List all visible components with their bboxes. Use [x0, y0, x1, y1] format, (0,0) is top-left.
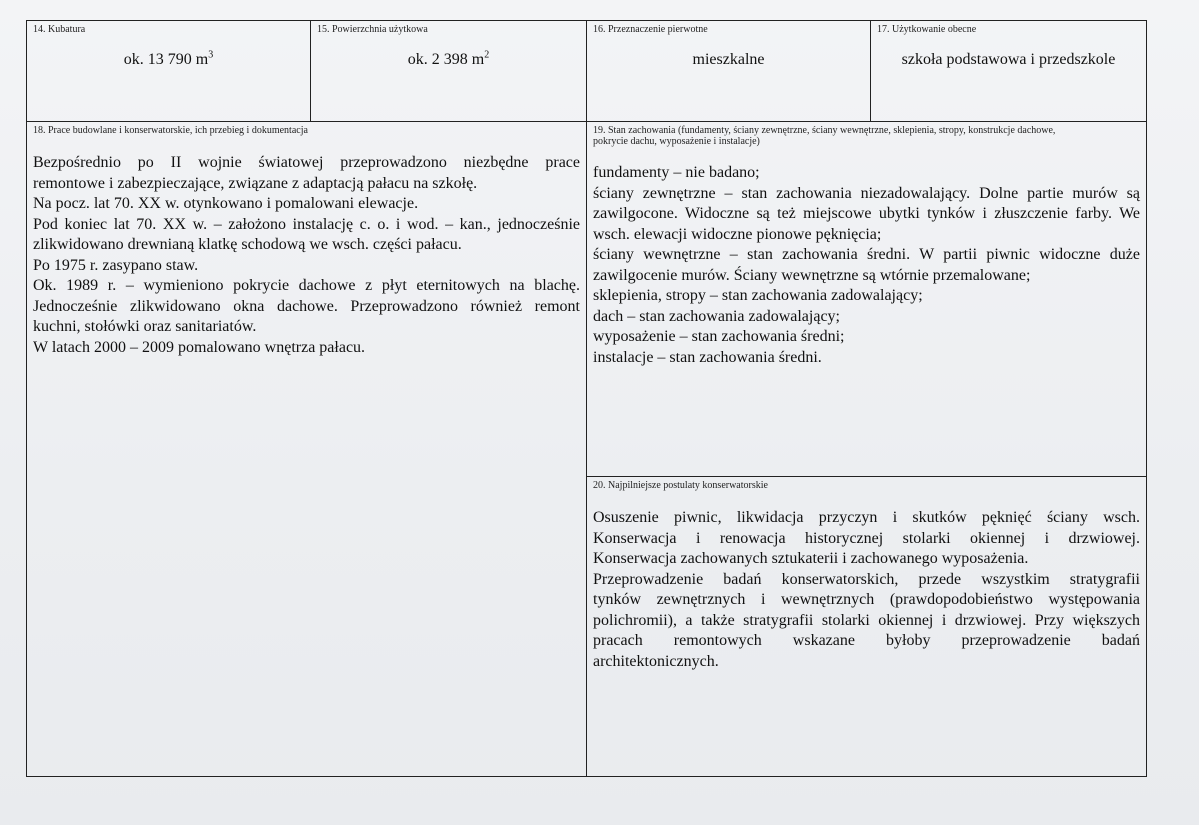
cell-stan-zachowania — [586, 121, 1147, 477]
text-line: Osuszenie piwnic, likwidacja przyczyn i skutków pęknięć ściany wsch. — [593, 509, 1140, 526]
text-line: instalacje – stan zachowania średni. — [593, 348, 822, 366]
text-line: kuchni, stołówki oraz sanitariatów. — [33, 318, 257, 335]
text-line: architektonicznych. — [593, 652, 719, 670]
section-label: 18. Prace budowlane i konserwatorskie, ich przebieg i dokumentacja — [33, 125, 308, 136]
text-line: pracach remontowych wskazane byłoby przeprowadzenie badań — [593, 632, 1140, 649]
field-label: 14. Kubatura — [33, 24, 86, 35]
text-line: tynków zewnętrznych i wewnętrznych (prawdopodobieństwo występowania — [593, 591, 1140, 608]
text-line: ściany wewnętrzne – stan zachowania średni. W partii piwnic widoczne duże — [593, 246, 1140, 263]
text-line: Jednocześnie zlikwidowano okna dachowe. Przeprowadzono również remont — [33, 297, 580, 315]
text-line: ściany zewnętrzne – stan zachowania niezadowalający. Dolne partie murów są — [593, 184, 1140, 202]
text-line: zawilgocenie murów. Ściany wewnętrzne są wtórnie przemalowane; — [593, 266, 1031, 284]
field-label: 16. Przeznaczenie pierwotne — [593, 24, 708, 35]
field-label: 15. Powierzchnia użytkowa — [317, 24, 428, 35]
label-line: 19. Stan zachowania (fundamenty, ściany zewnętrzne, ściany wewnętrzne, sklepienia, stropy, konstrukcje dachowe, — [593, 125, 1056, 136]
field-value: szkoła podstawowa i przedszkole — [901, 51, 1116, 68]
value-superscript: 3 — [208, 49, 214, 61]
cell-przeznaczenie — [586, 20, 871, 122]
section-body — [593, 163, 1140, 368]
field-label: 17. Użytkowanie obecne — [877, 24, 977, 35]
cell-uzytkowanie — [870, 20, 1147, 122]
text-line: Przeprowadzenie badań konserwatorskich, przede wszystkim stratygrafii — [593, 570, 1140, 588]
text-line: zlikwidowano drewnianą klatkę schodową we wsch. części pałacu. — [33, 236, 462, 253]
text-line: Konserwacja zachowanych sztukaterii i zachowanego wyposażenia. — [593, 550, 1029, 567]
text-line: zawilgocone. Widoczne są też miejscowe ubytki tynków i złuszczenie farby. We — [593, 205, 1140, 222]
text-line: wyposażenie – stan zachowania średni; — [593, 328, 845, 345]
text-line: Na pocz. lat 70. XX w. otynkowano i pomalowani elewacje. — [33, 195, 419, 212]
value-text: ok. 2 398 m — [407, 51, 485, 68]
text-line: remontowe i zabezpieczające, związane z adaptacją pałacu na szkołę. — [33, 174, 478, 192]
cell-prace-budowlane — [26, 121, 587, 777]
text-line: Pod koniec lat 70. XX w. – założono instalację c. o. i wod. – kan., jednocześnie — [33, 215, 580, 233]
cell-postulaty — [586, 476, 1147, 777]
text-line: dach – stan zachowania zadowalający; — [593, 307, 840, 325]
field-value: mieszkalne — [692, 51, 765, 68]
text-line: fundamenty – nie badano; — [593, 164, 760, 181]
section-label — [593, 125, 1140, 147]
text-line: W latach 2000 – 2009 pomalowano wnętrza pałacu. — [33, 338, 366, 356]
field-value — [311, 51, 586, 69]
field-value — [27, 51, 310, 69]
section-body — [33, 153, 580, 358]
section-label: 20. Najpilniejsze postulaty konserwatorskie — [593, 480, 768, 491]
cell-kubatura — [26, 20, 311, 122]
text-line: Ok. 1989 r. – wymieniono pokrycie dachowe z płyt eternitowych na blachę. — [33, 277, 580, 294]
text-line: Bezpośrednio po II wojnie światowej przeprowadzono niezbędne prace — [33, 154, 580, 171]
section-body — [593, 508, 1140, 672]
cell-powierzchnia — [310, 20, 587, 122]
value-superscript: 2 — [484, 49, 490, 61]
text-line: Konserwacja i renowacja historycznej stolarki okiennej i drzwiowej. — [593, 529, 1140, 547]
text-line: Po 1975 r. zasypano staw. — [33, 256, 199, 274]
text-line: sklepienia, stropy – stan zachowania zadowalający; — [593, 287, 923, 304]
label-line: pokrycie dachu, wyposażenie i instalacje) — [593, 136, 760, 147]
text-line: polichromii), a także stratygrafii stolarki okiennej i drzwiowej. Przy większych — [593, 611, 1140, 629]
value-text: ok. 13 790 m — [123, 51, 209, 68]
text-line: wsch. elewacji widoczne pionowe pęknięcia; — [593, 225, 882, 243]
